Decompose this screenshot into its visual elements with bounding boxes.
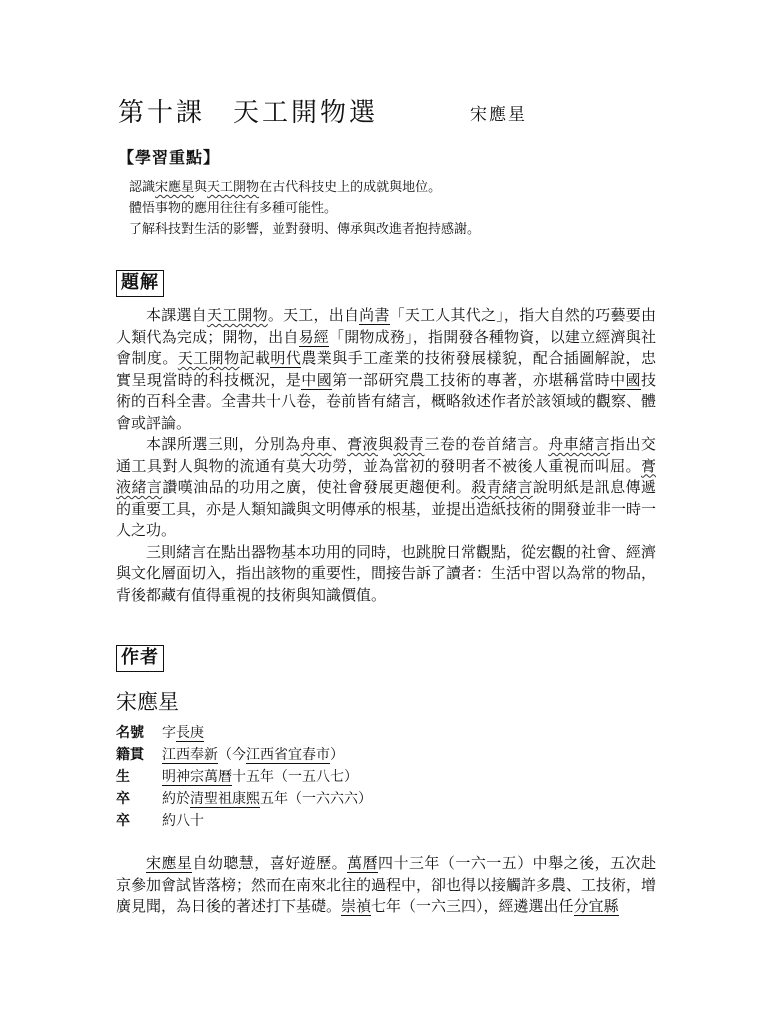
key-point-item: 認識宋應星與天工開物在古代科技史上的成就與地位。 (129, 180, 442, 195)
biography-paragraph: 宋應星自幼聰慧，喜好遊歷。萬曆四十三年（一六一五）中舉之後，五次赴京參加會試皆落榜；然而在南來北往的過程中，卻也得以接觸許多農、工技術，增廣見聞，為日後的著述打下基礎。崇禎七年（一六三四），經遴選出任分宜縣 (116, 854, 657, 915)
key-point-item: 了解科技對生活的影響，並對發明、傳承與改進者抱持感謝。 (129, 222, 481, 237)
document-page: 第十課 天工開物選 宋應星 【學習重點】 認識宋應星與天工開物在古代科技史上的成就與地位。 體悟事物的應用往往有多種可能性。 了解科技對生活的影響，並對發明、傳承與改進者抱持感謝。 題解 本課選自天工開物。天工，出自尚書「天工人其代之」，指大自然的巧藝要由人類代為完成；開物，出自易經「開物成務」，指開發各種物資，以建立經濟與社會制度。天工開物記載明代農業與手工產業的技術發展樣貌，配合插圖解說，忠實呈現當時的科技概況，是中國第一部研究農工技術的專著，亦堪稱當時中國技術的百科全書。全書共十八卷，卷前皆有緒言，概略敘述作者於該領域的觀察、體會或評論。 本課所選三則，分別為舟車、膏液與殺青三卷的卷首緒言。舟車緒言指出交通工具對人與物的流通有莫大功勞，並為當初的發明者不被後人重視而叫屈。膏液緒言讚嘆油品的功用之廣，使社會發展更趨便利。殺青緒言說明紙是訊息傳遞的重要工具，亦是人類知識與文明傳承的根基，並提出造紙技術的開發並非一時一人之功。 三則緒言在點出器物基本功用的同時，也跳脫日常觀點，從宏觀的社會、經濟與文化層面切入，指出該物的重要性，間接告訴了讀者：生活中習以為常的物品，背後都藏有值得重視的技術與知識價值。 作者 宋應星 名號 字長庚 籍貫 江西奉新（今江西省宜春市） 生 明神宗萬曆十五年（一五八七） 卒 約於清聖祖康熙五年（一六六六） 卒 約八十 宋應星自幼聰慧，喜好遊歷。萬曆四十三年（一六一五）中舉之後，五次赴京參加會試皆落榜；然而在南來北往的過程中，卻也得以接觸許多農、工技術，增廣見聞，為日後的著述打下基礎。崇禎七年（一六三四），經遴選出任分宜縣 (0, 0, 768, 1024)
author-name: 宋應星 (116, 690, 179, 714)
explanation-paragraph-3: 三則緒言在點出器物基本功用的同時，也跳脫日常觀點，從宏觀的社會、經濟與文化層面切入，指出該物的重要性，間接告訴了讀者：生活中習以為常的物品，背後都藏有值得重視的技術與知識價值。 (116, 542, 657, 604)
lesson-name: 天工開物選 (233, 98, 379, 128)
key-points-list (129, 177, 480, 240)
lesson-title (118, 92, 378, 129)
lesson-number: 第十課 (118, 98, 206, 128)
author-heading: 作者 (116, 645, 164, 672)
explanation-text (116, 305, 656, 606)
lesson-title-row (118, 92, 678, 132)
explanation-heading: 題解 (116, 270, 164, 297)
key-points-heading: 【學習重點】 (118, 148, 221, 167)
author-biography (116, 853, 656, 918)
explanation-paragraph-2: 本課所選三則，分別為舟車、膏液與殺青三卷的卷首緒言。舟車緒言指出交通工具對人與物的流通有莫大功勞，並為當初的發明者不被後人重視而叫屈。膏液緒言讚嘆油品的功用之廣，使社會發展更趨便利。殺青緒言說明紙是訊息傳遞的重要工具，亦是人類知識與文明傳承的根基，並提出造紙技術的開發並非一時一人之功。 (116, 435, 657, 539)
key-point-item: 體悟事物的應用往往有多種可能性。 (129, 201, 338, 216)
explanation-paragraph-1: 本課選自天工開物。天工，出自尚書「天工人其代之」，指大自然的巧藝要由人類代為完成；開物，出自易經「開物成務」，指開發各種物資，以建立經濟與社會制度。天工開物記載明代農業與手工產業的技術發展樣貌，配合插圖解說，忠實呈現當時的科技概況，是中國第一部研究農工技術的專著，亦堪稱當時中國技術的百科全書。全書共十八卷，卷前皆有緒言，概略敘述作者於該領域的觀察、體會或評論。 (116, 306, 657, 432)
lesson-author: 宋應星 (470, 105, 527, 125)
